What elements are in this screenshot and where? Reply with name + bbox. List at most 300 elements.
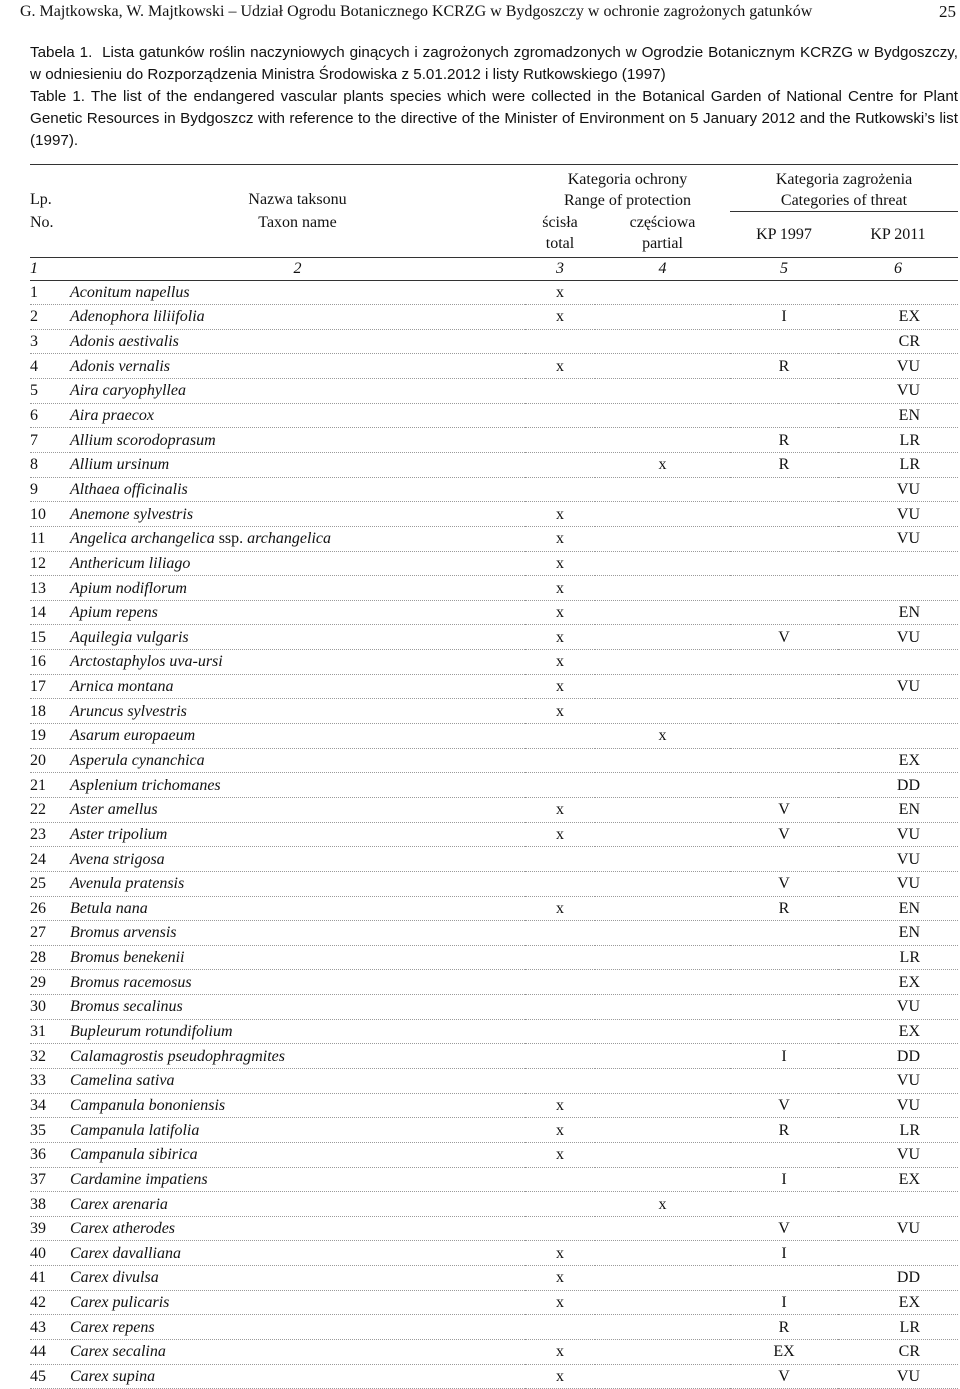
table-row [30,403,958,428]
taxon-name-text: Arctostaphylos uva-ursi [70,653,223,671]
kp2011-cell [838,280,958,305]
table-row [30,822,958,847]
row-number: 16 [30,650,70,675]
row-number: 38 [30,1192,70,1217]
table-row [30,699,958,724]
header-protection-en: Range of protection [563,192,692,210]
kp2011-cell: EX [838,748,958,773]
header-total-pl: ścisła [542,213,578,231]
protection-total-cell [525,921,595,946]
protection-partial-cell [595,576,730,601]
row-number: 25 [30,871,70,896]
table-row [30,354,958,379]
protection-total-cell: x [525,896,595,921]
kp2011-cell: VU [838,1142,958,1167]
kp2011-cell: VU [838,822,958,847]
header-kp2011: KP 2011 [870,225,926,243]
kp1997-cell: EX [730,1340,838,1365]
kp1997-cell [730,724,838,749]
kp2011-cell: EN [838,921,958,946]
protection-total-cell [525,428,595,453]
table-row [30,921,958,946]
kp1997-cell [730,600,838,625]
protection-partial-cell [595,379,730,404]
row-number: 11 [30,526,70,551]
table-row [30,773,958,798]
row-number: 5 [30,379,70,404]
taxon-name [70,1266,525,1291]
protection-partial-cell [595,797,730,822]
header-lp: Lp. [30,190,52,208]
header-taxon-pl: Nazwa taksonu [248,190,347,208]
protection-partial-cell [595,871,730,896]
table-row [30,379,958,404]
column-numbers-row [30,257,958,280]
taxon-name [70,428,525,453]
row-number: 39 [30,1216,70,1241]
table-row [30,1019,958,1044]
kp1997-cell [730,773,838,798]
kp1997-cell: V [730,871,838,896]
row-number: 14 [30,600,70,625]
table-row [30,428,958,453]
running-header [20,0,956,26]
kp2011-cell: LR [838,1118,958,1143]
kp2011-cell: CR [838,329,958,354]
taxon-name [70,600,525,625]
protection-partial-cell [595,551,730,576]
taxon-name-text: Bromus arvensis [70,924,177,942]
row-number: 2 [30,305,70,330]
kp1997-cell: R [730,1315,838,1340]
taxon-name-text: Allium ursinum [70,456,170,474]
kp2011-cell: LR [838,452,958,477]
protection-total-cell [525,1167,595,1192]
protection-partial-cell [595,650,730,675]
protection-partial-cell [595,1093,730,1118]
taxon-name [70,1290,525,1315]
kp2011-cell: VU [838,502,958,527]
protection-total-cell: x [525,797,595,822]
taxon-name-text: Aquilegia vulgaris [70,628,189,646]
protection-partial-cell [595,674,730,699]
protection-total-cell [525,329,595,354]
protection-partial-cell [595,773,730,798]
header-total-en: total [545,234,575,252]
row-number: 34 [30,1093,70,1118]
table-row [30,847,958,872]
table-row [30,650,958,675]
taxon-name-text: Aster amellus [70,801,158,819]
taxon-name-text: Campanula bononiensis [70,1096,226,1114]
taxon-name [70,403,525,428]
kp1997-cell [730,551,838,576]
taxon-name-text: Aconitum napellus [70,283,190,301]
kp2011-cell: LR [838,428,958,453]
species-table [30,164,958,1389]
protection-total-cell [525,995,595,1020]
kp2011-cell: CR [838,1340,958,1365]
kp2011-cell: VU [838,379,958,404]
kp2011-cell [838,576,958,601]
kp1997-cell [730,329,838,354]
protection-partial-cell [595,477,730,502]
taxon-name [70,576,525,601]
table-row [30,576,958,601]
protection-total-cell: x [525,650,595,675]
kp2011-cell: VU [838,354,958,379]
row-number: 7 [30,428,70,453]
taxon-name [70,1118,525,1143]
taxon-name [70,773,525,798]
table-row [30,896,958,921]
protection-total-cell: x [525,1093,595,1118]
taxon-name [70,354,525,379]
table-row [30,871,958,896]
protection-total-cell: x [525,1142,595,1167]
table-row [30,452,958,477]
kp1997-cell: I [730,1241,838,1266]
row-number: 23 [30,822,70,847]
table-row [30,724,958,749]
protection-partial-cell [595,354,730,379]
table-row [30,600,958,625]
row-number: 24 [30,847,70,872]
protection-partial-cell [595,699,730,724]
taxon-name-text: Carex divulsa [70,1269,159,1287]
row-number: 13 [30,576,70,601]
kp2011-cell: VU [838,1364,958,1389]
kp2011-cell: EN [838,403,958,428]
kp2011-cell: VU [838,1216,958,1241]
kp1997-cell: V [730,797,838,822]
kp1997-cell: V [730,822,838,847]
table-row [30,305,958,330]
kp1997-cell: I [730,1044,838,1069]
protection-total-cell: x [525,822,595,847]
header-threat-pl: Kategoria zagrożenia [775,171,913,188]
kp1997-cell [730,921,838,946]
taxon-name-text: Aruncus sylvestris [70,702,187,720]
kp1997-cell: R [730,896,838,921]
protection-partial-cell [595,748,730,773]
caption-polish [30,42,958,86]
taxon-name-text: Carex repens [70,1318,155,1336]
taxon-name [70,1019,525,1044]
taxon-name [70,1216,525,1241]
kp2011-cell: VU [838,847,958,872]
row-number: 43 [30,1315,70,1340]
taxon-name-text: Carex arenaria [70,1195,168,1213]
protection-total-cell: x [525,526,595,551]
protection-total-cell: x [525,1118,595,1143]
protection-total-cell [525,379,595,404]
protection-total-cell: x [525,674,595,699]
row-number: 12 [30,551,70,576]
kp1997-cell [730,526,838,551]
taxon-name-text: Aira caryophyllea [70,382,186,400]
header-partial-en: partial [642,234,683,252]
protection-total-cell [525,724,595,749]
protection-partial-cell [595,1216,730,1241]
taxon-name-text: Apium nodiflorum [70,579,187,597]
row-number: 8 [30,452,70,477]
protection-total-cell [525,871,595,896]
protection-partial-cell [595,526,730,551]
kp1997-cell: I [730,1167,838,1192]
kp2011-cell [838,650,958,675]
kp2011-cell [838,1241,958,1266]
protection-total-cell: x [525,551,595,576]
taxon-name [70,1241,525,1266]
taxon-name [70,625,525,650]
row-number: 45 [30,1364,70,1389]
row-number: 28 [30,945,70,970]
table-row [30,526,958,551]
kp2011-cell: EN [838,896,958,921]
kp2011-cell [838,699,958,724]
kp2011-cell: DD [838,773,958,798]
kp2011-cell: EX [838,1019,958,1044]
kp2011-cell: EN [838,600,958,625]
taxon-name-text: Bromus racemosus [70,973,192,991]
kp2011-cell: EN [838,797,958,822]
kp1997-cell: R [730,428,838,453]
protection-partial-cell [595,970,730,995]
kp1997-cell: V [730,1364,838,1389]
column-number: 1 [30,257,70,280]
protection-total-cell [525,452,595,477]
taxon-name [70,970,525,995]
protection-partial-cell [595,1340,730,1365]
protection-total-cell [525,1019,595,1044]
row-number: 33 [30,1069,70,1094]
taxon-name-text: Adenophora liliifolia [70,308,205,326]
kp1997-cell [730,1142,838,1167]
kp2011-cell: EX [838,1167,958,1192]
row-number: 26 [30,896,70,921]
protection-total-cell: x [525,1364,595,1389]
table-row [30,502,958,527]
table-row [30,1364,958,1389]
taxon-name-text: Calamagrostis pseudophragmites [70,1047,285,1065]
row-number: 30 [30,995,70,1020]
taxon-name [70,1340,525,1365]
kp2011-cell: VU [838,674,958,699]
taxon-name [70,502,525,527]
taxon-name-text: Aira praecox [70,407,154,425]
protection-partial-cell [595,428,730,453]
kp2011-cell [838,551,958,576]
kp1997-cell [730,674,838,699]
table-row [30,970,958,995]
row-number: 29 [30,970,70,995]
kp1997-cell: R [730,1118,838,1143]
row-number: 44 [30,1340,70,1365]
kp2011-cell: LR [838,945,958,970]
protection-partial-cell [595,1118,730,1143]
protection-total-cell: x [525,280,595,305]
taxon-name [70,650,525,675]
row-number: 22 [30,797,70,822]
taxon-name [70,921,525,946]
taxon-name [70,1069,525,1094]
row-number: 17 [30,674,70,699]
protection-partial-cell [595,1241,730,1266]
row-number: 1 [30,280,70,305]
row-number: 41 [30,1266,70,1291]
kp1997-cell [730,699,838,724]
table-row [30,329,958,354]
row-number: 42 [30,1290,70,1315]
taxon-rank: ssp. [218,530,244,548]
taxon-name-text: Carex atherodes [70,1220,176,1238]
protection-partial-cell: x [595,452,730,477]
taxon-name-text: Campanula latifolia [70,1121,200,1139]
taxon-name-text: Carex supina [70,1368,156,1385]
kp1997-cell [730,477,838,502]
protection-partial-cell [595,1290,730,1315]
taxon-name [70,995,525,1020]
column-number: 6 [838,257,958,280]
taxon-infraspecific-name: archangelica [247,530,331,548]
kp1997-cell: V [730,1093,838,1118]
header-kp1997: KP 1997 [756,225,812,243]
kp1997-cell: R [730,452,838,477]
table-row [30,797,958,822]
taxon-name-text: Bupleurum rotundifolium [70,1023,233,1041]
kp2011-cell [838,724,958,749]
kp2011-cell: LR [838,1315,958,1340]
taxon-name [70,724,525,749]
protection-partial-cell [595,403,730,428]
taxon-name [70,551,525,576]
kp2011-cell: EX [838,1290,958,1315]
caption-polish-text: Lista gatunków roślin naczyniowych ginących i zagrożonych zgromadzonych w Ogrodzie Botanicznym KCRZG w Bydgoszczy, w odniesieniu do Rozporządzenia Ministra Środowiska z 5.01.2012 i listy Rutkowskiego (1997) [30,44,958,83]
taxon-name [70,1142,525,1167]
taxon-name-text: Adonis vernalis [70,357,170,375]
caption-polish-label: Tabela 1. [30,44,93,61]
taxon-name-text: Althaea officinalis [70,480,188,498]
kp1997-cell [730,280,838,305]
protection-partial-cell [595,1044,730,1069]
protection-total-cell [525,1315,595,1340]
running-title: G. Majtkowska, W. Majtkowski – Udział Ogrodu Botanicznego KCRZG w Bydgoszczy w ochronie zagrożonych gatunków [20,3,813,20]
table-row [30,1216,958,1241]
taxon-name [70,945,525,970]
table-row [30,280,958,305]
header-threat-en: Categories of threat [780,192,908,209]
protection-total-cell: x [525,502,595,527]
protection-total-cell: x [525,699,595,724]
taxon-name [70,797,525,822]
kp2011-cell: DD [838,1266,958,1291]
column-number: 3 [525,257,595,280]
protection-total-cell [525,847,595,872]
row-number: 3 [30,329,70,354]
protection-partial-cell [595,502,730,527]
taxon-name-text: Camelina sativa [70,1072,175,1090]
protection-partial-cell [595,1069,730,1094]
taxon-name-text: Avenula pratensis [70,875,185,893]
protection-partial-cell [595,921,730,946]
taxon-name-text: Carex pulicaris [70,1294,170,1312]
row-number: 20 [30,748,70,773]
protection-total-cell [525,477,595,502]
column-number: 4 [595,257,730,280]
taxon-name-text: Avena strigosa [70,850,165,868]
kp2011-cell: VU [838,526,958,551]
taxon-name-text: Angelica archangelica [70,530,215,548]
taxon-name-text: Campanula sibirica [70,1146,198,1164]
taxon-name-text: Asarum europaeum [70,727,196,745]
taxon-name [70,871,525,896]
row-number: 21 [30,773,70,798]
header-row-1 [30,165,958,190]
header-partial-pl: częściowa [629,213,696,231]
kp1997-cell [730,502,838,527]
kp2011-cell: VU [838,1069,958,1094]
caption-english-label: Table 1. [30,88,86,105]
taxon-name [70,379,525,404]
taxon-name [70,1315,525,1340]
row-number: 31 [30,1019,70,1044]
protection-partial-cell: x [595,724,730,749]
taxon-name [70,674,525,699]
protection-total-cell [525,1216,595,1241]
taxon-name-text: Adonis aestivalis [70,333,179,351]
taxon-name-text: Apium repens [70,604,158,622]
protection-total-cell: x [525,1290,595,1315]
table-row [30,1167,958,1192]
taxon-name [70,896,525,921]
row-number: 19 [30,724,70,749]
protection-total-cell: x [525,600,595,625]
taxon-name-text: Betula nana [70,899,148,917]
header-no: No. [30,213,54,231]
taxon-name-text: Arnica montana [70,678,174,696]
table-row [30,551,958,576]
protection-partial-cell [595,329,730,354]
protection-total-cell [525,970,595,995]
protection-partial-cell [595,280,730,305]
protection-partial-cell [595,1315,730,1340]
row-number: 35 [30,1118,70,1143]
taxon-name-text: Carex davalliana [70,1244,181,1262]
kp1997-cell [730,379,838,404]
protection-total-cell: x [525,576,595,601]
table-row [30,1241,958,1266]
kp2011-cell: DD [838,1044,958,1069]
taxon-name [70,526,525,551]
kp2011-cell: EX [838,970,958,995]
protection-total-cell [525,1044,595,1069]
protection-partial-cell [595,1142,730,1167]
table-row [30,1093,958,1118]
header-row-3 [30,212,958,258]
kp1997-cell [730,1019,838,1044]
taxon-name [70,452,525,477]
row-number: 18 [30,699,70,724]
row-number: 32 [30,1044,70,1069]
kp1997-cell [730,1266,838,1291]
kp2011-cell: EX [838,305,958,330]
row-number: 36 [30,1142,70,1167]
taxon-name-text: Allium scorodoprasum [70,431,216,449]
taxon-name [70,305,525,330]
protection-partial-cell [595,822,730,847]
row-number: 9 [30,477,70,502]
